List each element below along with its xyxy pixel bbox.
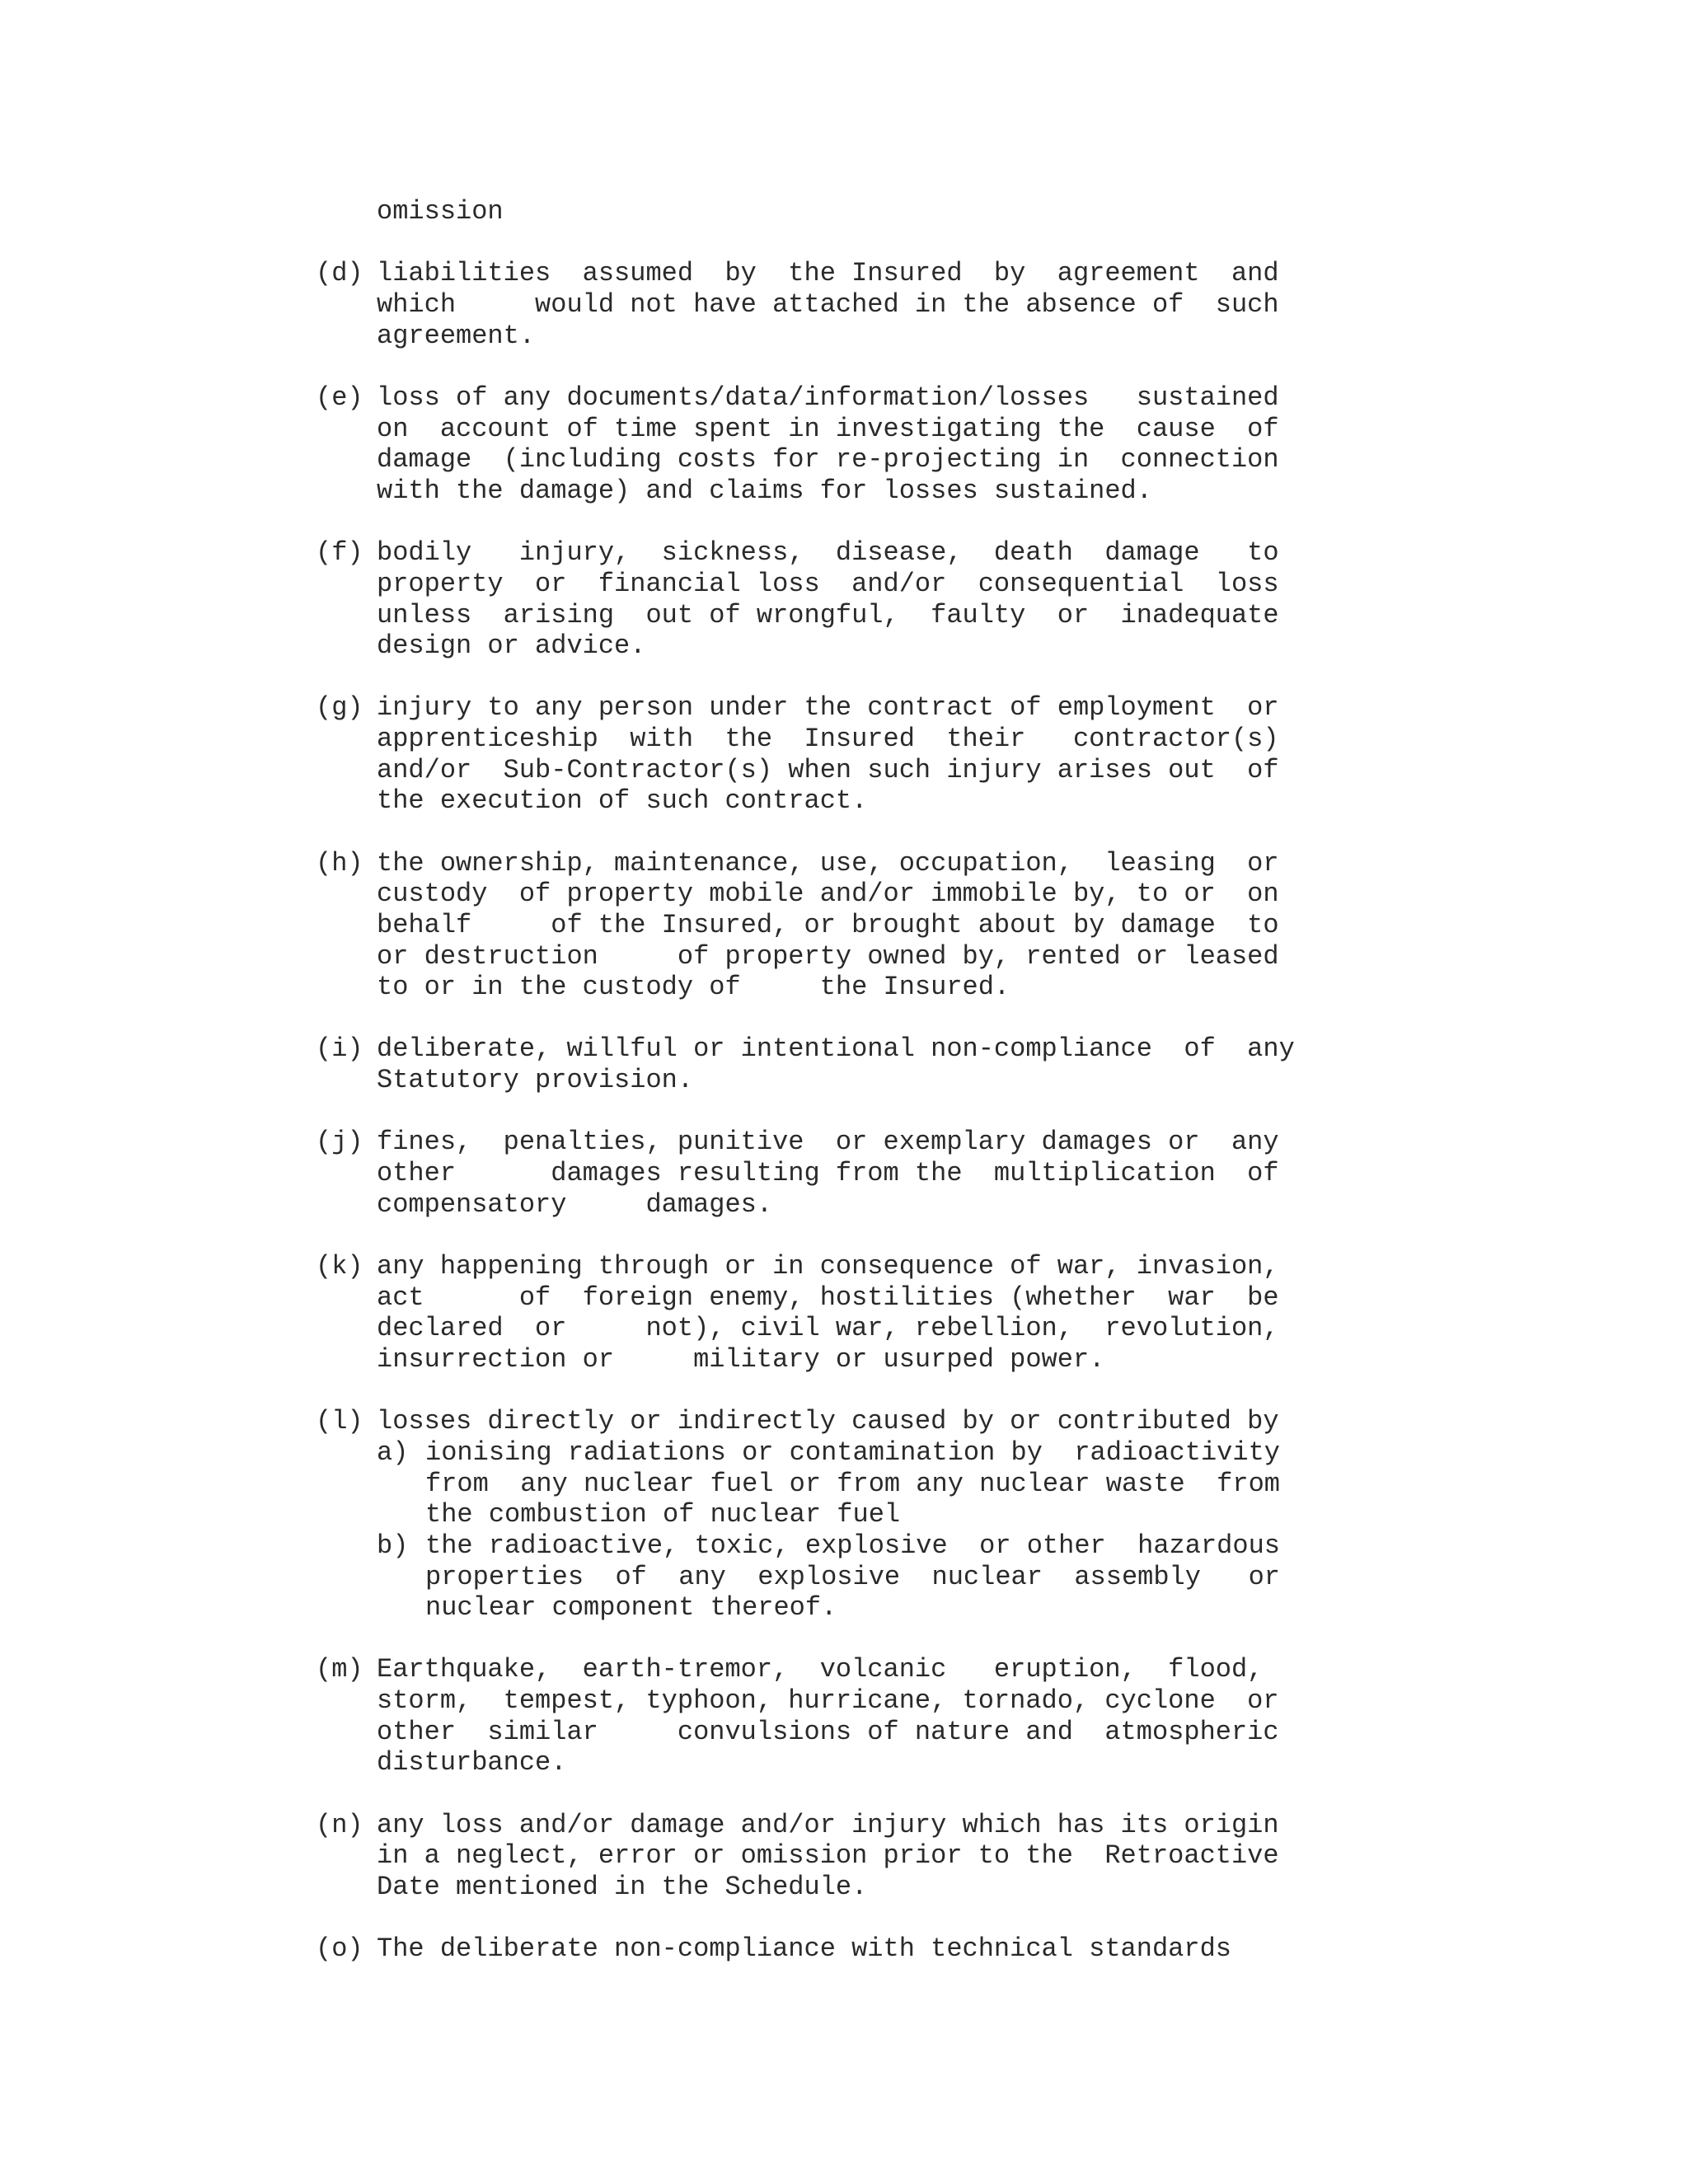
clause-m-line-1: Earthquake, earth-tremor, volcanic eruption, flood, [377,1654,1264,1685]
clause-n-line-1: any loss and/or damage and/or injury which has its origin [377,1810,1279,1840]
clause-label-l: (l) [316,1406,363,1436]
continuation-text: omission [377,196,504,227]
clause-k-line-2: act of foreign enemy, hostilities (whether war be [377,1282,1279,1313]
clause-i-line-2: Statutory provision. [377,1065,694,1095]
clause-label-d: (d) [316,258,363,288]
clause-i-line-1: deliberate, willful or intentional non-compliance of any [377,1033,1295,1064]
subitem-b-line-3: nuclear component thereof. [425,1592,837,1623]
clause-k-line-3: declared or not), civil war, rebellion, revolution, [377,1313,1279,1343]
clause-label-o: (o) [316,1933,363,1964]
clause-l-line-1: losses directly or indirectly caused by or contributed by [377,1406,1279,1436]
clause-label-k: (k) [316,1251,363,1282]
clause-j-line-2: other damages resulting from the multiplication of [377,1158,1279,1188]
clause-e-line-3: damage (including costs for re-projecting in connection [377,444,1279,475]
clause-d-line-1: liabilities assumed by the Insured by agreement and [377,258,1279,288]
clause-label-m: (m) [316,1654,363,1685]
clause-o-line-1: The deliberate non-compliance with technical standards [377,1933,1231,1964]
clause-h-line-3: behalf of the Insured, or brought about by damage to [377,910,1279,940]
clause-label-n: (n) [316,1810,363,1840]
clause-j-line-1: fines, penalties, punitive or exemplary damages or any [377,1127,1279,1157]
subitem-a-line-2: from any nuclear fuel or from any nuclear waste from [425,1469,1280,1499]
clause-f-line-3: unless arising out of wrongful, faulty or inadequate [377,600,1279,630]
clause-m-line-2: storm, tempest, typhoon, hurricane, tornado, cyclone or [377,1685,1279,1716]
clause-g-line-4: the execution of such contract. [377,785,868,816]
clause-e-line-2: on account of time spent in investigating the cause of [377,414,1279,444]
clause-h-line-5: to or in the custody of the Insured. [377,972,1010,1002]
subitem-label-b: b) [377,1530,409,1561]
clause-h-line-2: custody of property mobile and/or immobile by, to or on [377,879,1279,909]
clause-e-line-4: with the damage) and claims for losses sustained. [377,476,1152,506]
clause-f-line-2: property or financial loss and/or consequential loss [377,569,1279,599]
clause-f-line-1: bodily injury, sickness, disease, death damage to [377,537,1279,568]
clause-d-line-3: agreement. [377,321,536,351]
clause-label-h: (h) [316,848,363,879]
clause-g-line-3: and/or Sub-Contractor(s) when such injury arises out of [377,755,1279,785]
clause-label-i: (i) [316,1033,363,1064]
clause-d-line-2: which would not have attached in the absence of such [377,289,1279,320]
clause-label-e: (e) [316,382,363,413]
subitem-a-line-3: the combustion of nuclear fuel [425,1499,901,1530]
clause-h-line-4: or destruction of property owned by, rented or leased [377,941,1279,972]
clause-n-line-3: Date mentioned in the Schedule. [377,1872,868,1902]
clause-label-f: (f) [316,537,363,568]
subitem-b-line-2: properties of any explosive nuclear assembly or [425,1562,1280,1592]
subitem-b-line-1: the radioactive, toxic, explosive or other hazardous [425,1530,1280,1561]
clause-g-line-2: apprenticeship with the Insured their contractor(s) [377,724,1279,754]
clause-k-line-1: any happening through or in consequence of war, invasion, [377,1251,1279,1282]
clause-j-line-3: compensatory damages. [377,1189,773,1220]
subitem-label-a: a) [377,1437,409,1468]
clause-m-line-4: disturbance. [377,1747,567,1778]
clause-label-g: (g) [316,692,363,723]
clause-e-line-1: loss of any documents/data/information/losses sustained [377,382,1279,413]
clause-n-line-2: in a neglect, error or omission prior to the Retroactive [377,1840,1279,1871]
clause-h-line-1: the ownership, maintenance, use, occupation, leasing or [377,848,1279,879]
clause-g-line-1: injury to any person under the contract of employment or [377,692,1279,723]
clause-label-j: (j) [316,1127,363,1157]
clause-f-line-4: design or advice. [377,630,646,661]
clause-m-line-3: other similar convulsions of nature and atmospheric [377,1717,1279,1747]
clause-k-line-4: insurrection or military or usurped power. [377,1344,1105,1375]
subitem-a-line-1: ionising radiations or contamination by radioactivity [425,1437,1280,1468]
